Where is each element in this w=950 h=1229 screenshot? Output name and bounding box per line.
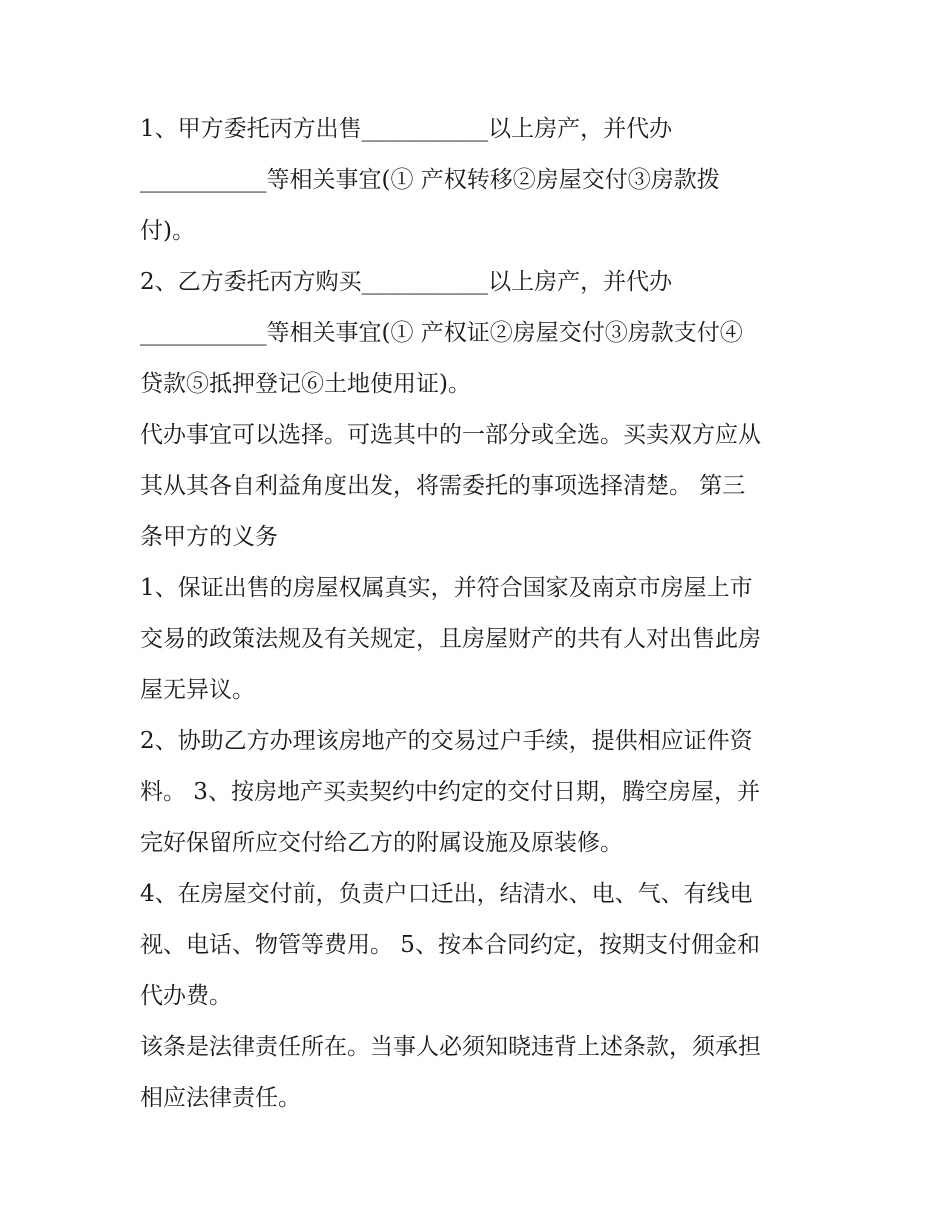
text-line: 交易的政策法规及有关规定，且房屋财产的共有人对出售此房: [140, 626, 761, 652]
text-line: 条甲方的义务: [140, 524, 278, 550]
text-line: 1、保证出售的房屋权属真实，并符合国家及南京市房屋上市: [140, 575, 753, 601]
text-line: 相应法律责任。: [140, 1085, 301, 1111]
text-line: 代办费。: [140, 983, 232, 1009]
text-line: 该条是法律责任所在。当事人必须知晓违背上述条款，须承担: [140, 1034, 761, 1060]
text-line: ___________等相关事宜(① 产权转移②房屋交付③房款拨: [140, 167, 720, 193]
text-line: 贷款⑤抵押登记⑥土地使用证)。: [140, 371, 471, 397]
text-line: 付)。: [140, 218, 195, 244]
text-line: 代办事宜可以选择。可选其中的一部分或全选。买卖双方应从: [140, 422, 761, 448]
text-line: 完好保留所应交付给乙方的附属设施及原装修。: [140, 830, 623, 856]
text-line: 其从其各自利益角度出发，将需委托的事项选择清楚。 第三: [140, 473, 746, 499]
text-line: 屋无异议。: [140, 677, 255, 703]
text-line: 料。 3、按房地产买卖契约中约定的交付日期，腾空房屋，并: [140, 779, 760, 805]
text-line: 1、甲方委托丙方出售___________以上房产，并代办: [140, 116, 673, 142]
text-line: 2、协助乙方办理该房地产的交易过户手续，提供相应证件资: [140, 728, 753, 754]
text-line: 视、电话、物管等费用。 5、按本合同约定，按期支付佣金和: [140, 932, 760, 958]
text-line: ___________等相关事宜(① 产权证②房屋交付③房款支付④: [140, 320, 743, 346]
text-line: 4、在房屋交付前，负责户口迁出，结清水、电、气、有线电: [140, 881, 753, 907]
contract-text: [140, 104, 820, 1124]
text-line: 2、乙方委托丙方购买___________以上房产，并代办: [140, 269, 673, 295]
